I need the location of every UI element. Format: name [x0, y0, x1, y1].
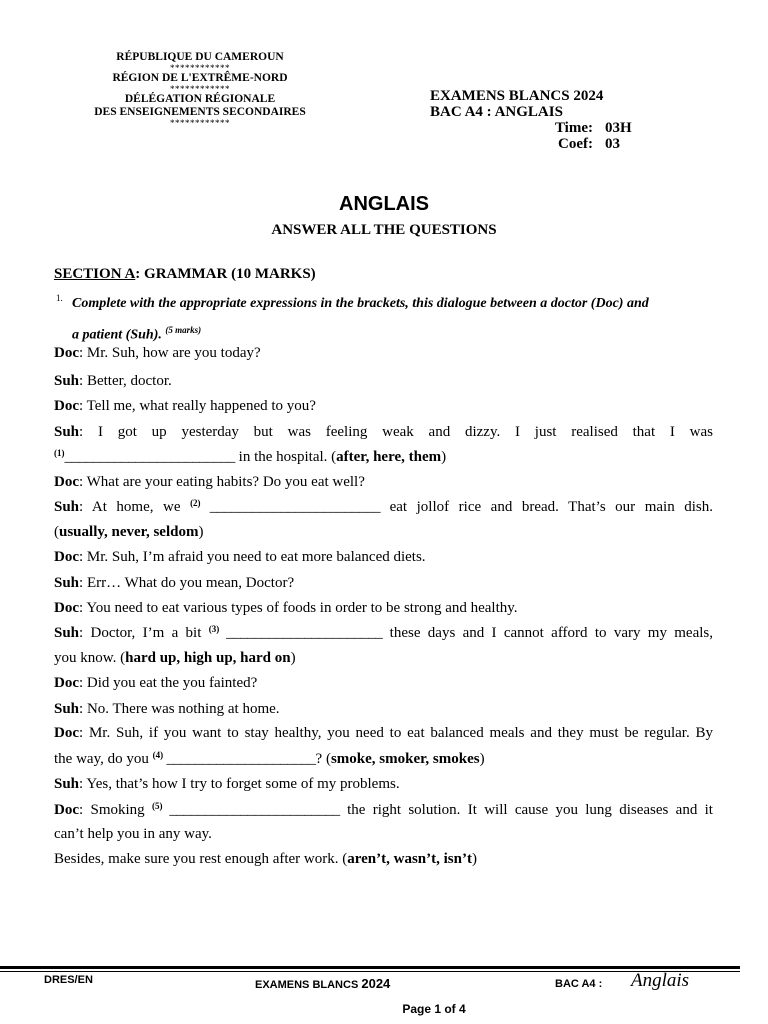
- region-name: RÉGION DE L'EXTRÊME-NORD: [112, 72, 288, 84]
- speech: : Smoking: [79, 802, 152, 818]
- exam-series: BAC A4 : ANGLAIS: [430, 104, 563, 120]
- dialogue-line: [54, 596, 713, 621]
- speech: the way, do you: [54, 751, 153, 767]
- speech: : Mr. Suh, I’m afraid you need to eat more balanced diets.: [79, 549, 426, 565]
- answer-blank-2: ________________________: [200, 499, 381, 515]
- speaker: Suh: [54, 575, 80, 591]
- dialogue-line: [54, 822, 713, 847]
- instruction-line-2-text: a patient (Suh).: [72, 327, 162, 343]
- speech: ? (: [315, 751, 331, 767]
- speech-end: ): [290, 650, 296, 666]
- speaker: Doc: [54, 725, 79, 741]
- speech: : You need to eat various types of foods in order to be strong and healthy.: [79, 600, 518, 616]
- time-label: Time:: [554, 120, 593, 136]
- blank-number: (1): [54, 448, 65, 458]
- dialogue-line: [54, 545, 713, 570]
- blank-number: (5): [151, 801, 163, 811]
- time-value: 03H: [605, 120, 632, 136]
- dialogue-line: [54, 341, 713, 366]
- speech: the right solution. It will cause you lung diseases and it: [339, 802, 713, 818]
- speech-end: ): [441, 449, 447, 465]
- options: smoke, smoker, smokes: [330, 751, 480, 767]
- speech: (: [54, 524, 59, 540]
- speech-end: ): [198, 524, 204, 540]
- dialogue-line: [54, 369, 713, 394]
- institution-header: [70, 51, 330, 127]
- section-rest: : GRAMMAR (10 MARKS): [135, 266, 316, 282]
- coef-row: [430, 136, 632, 152]
- speaker: Suh: [54, 701, 80, 717]
- dialogue-line: [54, 621, 713, 646]
- document-title: ANGLAIS: [339, 193, 429, 215]
- dialogue-line: [54, 470, 713, 495]
- coef-label: Coef:: [558, 136, 593, 152]
- delegation-line-2: DES ENSEIGNEMENTS SECONDAIRES: [94, 106, 306, 118]
- speech: : Tell me, what really happened to you?: [79, 398, 316, 414]
- footer-exam: [255, 976, 390, 991]
- speaker: Suh: [54, 373, 80, 389]
- marks-note: (5 marks): [165, 325, 202, 335]
- speaker: Suh: [54, 499, 80, 515]
- speech: : Doctor, I’m a bit: [79, 625, 209, 641]
- speech: these days and I cannot afford to vary my meals,: [382, 625, 713, 641]
- speaker: Suh: [54, 625, 80, 641]
- speaker: Doc: [54, 474, 79, 490]
- options: after, here, them: [336, 449, 442, 465]
- document-subtitle: ANSWER ALL THE QUESTIONS: [271, 222, 497, 238]
- page-number: Page 1 of 4: [402, 1002, 466, 1016]
- speech: you know. (: [54, 650, 126, 666]
- options: aren’t, wasn’t, isn’t: [347, 851, 472, 867]
- speech: : No. There was nothing at home.: [79, 701, 280, 717]
- answer-blank-1: ________________________: [64, 449, 235, 465]
- speaker: Doc: [54, 345, 79, 361]
- speaker: Doc: [54, 398, 79, 414]
- dialogue-line: [54, 747, 713, 772]
- footer-rule-thin: [0, 971, 740, 972]
- time-row: [430, 120, 632, 136]
- speech: Besides, make sure you rest enough after work. (: [54, 851, 348, 867]
- dialogue-line: [54, 394, 713, 419]
- answer-blank-3: ______________________: [219, 625, 383, 641]
- question-number: 1.: [56, 293, 63, 303]
- speech-end: ): [479, 751, 485, 767]
- dialogue-line: [54, 671, 713, 696]
- blank-number: (4): [152, 750, 164, 760]
- speaker: Doc: [54, 675, 79, 691]
- speech: : Mr. Suh, how are you today?: [79, 345, 261, 361]
- speech: : I got up yesterday but was feeling weak and dizzy. I just realised that I was: [79, 424, 713, 440]
- options: hard up, high up, hard on: [125, 650, 291, 666]
- speech: : Did you eat the you fainted?: [79, 675, 258, 691]
- options: usually, never, seldom: [59, 524, 199, 540]
- section-heading: [54, 266, 316, 283]
- delegation-line-1: DÉLÉGATION RÉGIONALE: [124, 93, 276, 105]
- section-label: SECTION A: [54, 266, 136, 282]
- speech: : Mr. Suh, if you want to stay healthy, you need to eat balanced meals and they must be regular. By: [79, 725, 713, 741]
- speech-end: ): [471, 851, 477, 867]
- dialogue-line: [54, 847, 713, 872]
- footer-rule: [0, 966, 740, 969]
- speech: : Err… What do you mean, Doctor?: [79, 575, 295, 591]
- instruction-line-1: Complete with the appropriate expressions in the brackets, this dialogue between a doctor (Doc) and: [72, 296, 649, 311]
- speech: : At home, we: [79, 499, 191, 515]
- footer-exam-year: 2024: [361, 976, 391, 991]
- separator-stars: ************: [170, 118, 230, 128]
- speaker: Suh: [54, 776, 80, 792]
- exam-name: EXAMENS BLANCS 2024: [430, 88, 604, 104]
- dialogue-line: [54, 495, 713, 520]
- dialogue-line: [54, 646, 713, 671]
- blank-number: (3): [208, 624, 220, 634]
- dialogue-line: [54, 520, 713, 545]
- speech: : What are your eating habits? Do you eat well?: [79, 474, 365, 490]
- dialogue-line: [54, 798, 713, 823]
- footer-subject: Anglais: [631, 970, 690, 991]
- footer-exam-label: EXAMENS BLANCS: [255, 979, 359, 991]
- speech: : Better, doctor.: [79, 373, 172, 389]
- speaker: Doc: [54, 549, 79, 565]
- dialogue-line: [54, 721, 713, 746]
- dialogue-line: [54, 697, 713, 722]
- footer-series: BAC A4 :: [555, 978, 603, 990]
- dialogue-line: [54, 772, 713, 797]
- country-name: RÉPUBLIQUE DU CAMEROUN: [116, 51, 284, 63]
- blank-number: (2): [190, 498, 201, 508]
- speech: : Yes, that’s how I try to forget some of my problems.: [79, 776, 400, 792]
- separator-stars: ************: [170, 84, 230, 94]
- speaker: Doc: [54, 600, 79, 616]
- speech: in the hospital. (: [234, 449, 337, 465]
- dialogue-line: [54, 420, 713, 445]
- footer-code: DRES/EN: [44, 974, 93, 986]
- speech: eat jollof rice and bread. That’s our main dish.: [380, 499, 713, 515]
- speech: can’t help you in any way.: [54, 826, 212, 842]
- exam-info: [430, 88, 632, 152]
- instruction: [56, 291, 714, 349]
- coef-value: 03: [605, 136, 620, 152]
- speaker: Suh: [54, 424, 80, 440]
- speaker: Doc: [54, 802, 79, 818]
- answer-blank-5: ________________________: [162, 802, 340, 818]
- dialogue-line: [54, 571, 713, 596]
- dialogue-line: [54, 445, 713, 470]
- answer-blank-4: _____________________: [163, 751, 316, 767]
- separator-stars: ************: [170, 63, 230, 73]
